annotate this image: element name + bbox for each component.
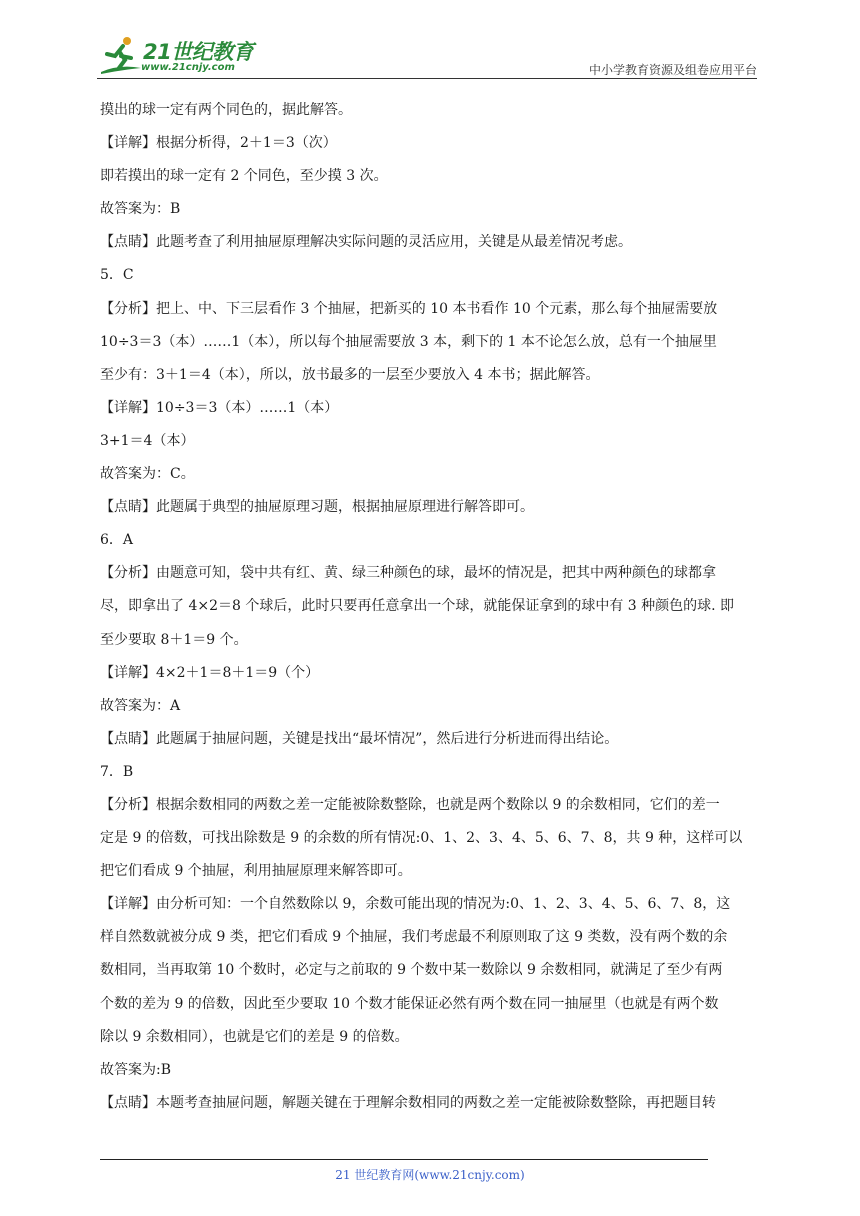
text-line: 至少有：3＋1＝4（本），所以，放书最多的一层至少要放入 4 本书；据此解答。 bbox=[100, 366, 600, 383]
runner-logo-icon bbox=[97, 34, 143, 78]
site-logo[interactable] bbox=[97, 34, 257, 78]
page-header bbox=[97, 28, 757, 80]
text-line: 个数的差为 9 的倍数，因此至少要取 10 个数才能保证必然有两个数在同一抽屉里（也就是有两个数 bbox=[100, 995, 719, 1012]
text-line: 故答案为：C。 bbox=[100, 466, 195, 483]
text-line: 尽，即拿出了 4×2＝8 个球后，此时只要再任意拿出一个球，就能保证拿到的球中有 3 种颜色的球. 即 bbox=[100, 598, 735, 615]
footer-divider bbox=[100, 1159, 708, 1160]
document-body bbox=[100, 94, 760, 1120]
text-line: 【点睛】此题属于抽屉问题，关键是找出“最坏情况”，然后进行分析进而得出结论。 bbox=[100, 730, 619, 747]
text-line: 3+1＝4（本） bbox=[100, 432, 195, 449]
text-line: 故答案为：A bbox=[100, 697, 181, 714]
text-line: 【点睛】此题考查了利用抽屉原理解决实际问题的灵活应用，关键是从最差情况考虑。 bbox=[100, 234, 632, 251]
text-line: 定是 9 的倍数，可找出除数是 9 的余数的所有情况:0、1、2、3、4、5、6、7、8，共 9 种，这样可以 bbox=[100, 830, 743, 847]
text-line: 【分析】根据余数相同的两数之差一定能被除数整除，也就是两个数除以 9 的余数相同，它们的差一 bbox=[100, 796, 720, 813]
text-line: 【点睛】本题考查抽屉问题，解题关键在于理解余数相同的两数之差一定能被除数整除，再把题目转 bbox=[100, 1094, 716, 1111]
text-line: 【详解】4×2＋1＝8＋1＝9（个） bbox=[100, 664, 320, 681]
text-line: 【分析】由题意可知，袋中共有红、黄、绿三种颜色的球，最坏的情况是，把其中两种颜色的球都拿 bbox=[100, 565, 716, 582]
text-line: 【详解】根据分析得，2＋1＝3（次） bbox=[100, 135, 337, 152]
logo-url: www.21cnjy.com bbox=[141, 62, 235, 73]
text-line: 10÷3＝3（本）……1（本），所以每个抽屉需要放 3 本，剩下的 1 本不论怎么放，总有一个抽屉里 bbox=[100, 333, 717, 350]
text-line: 除以 9 余数相同），也就是它们的差是 9 的倍数。 bbox=[100, 1028, 409, 1045]
text-line: 把它们看成 9 个抽屉，利用抽屉原理来解答即可。 bbox=[100, 863, 412, 880]
text-line: 【详解】由分析可知：一个自然数除以 9，余数可能出现的情况为:0、1、2、3、4、5、6、7、8，这 bbox=[100, 896, 731, 913]
question-number: 7．B bbox=[100, 763, 134, 780]
logo-text: 21世纪教育 bbox=[143, 40, 254, 64]
question-number: 6．A bbox=[100, 532, 134, 549]
text-line: 【点睛】此题属于典型的抽屉原理习题，根据抽屉原理进行解答即可。 bbox=[100, 499, 534, 516]
text-line: 摸出的球一定有两个同色的，据此解答。 bbox=[100, 102, 352, 118]
text-line: 故答案为：B bbox=[100, 201, 181, 218]
text-line: 至少要取 8＋1＝9 个。 bbox=[100, 631, 248, 648]
text-line: 【详解】10÷3＝3（本）……1（本） bbox=[100, 399, 339, 416]
footer-link[interactable]: 21 世纪教育网(www.21cnjy.com) bbox=[335, 1168, 525, 1182]
text-line: 【分析】把上、中、下三层看作 3 个抽屉，把新买的 10 本书看作 10 个元素，那么每个抽屉需要放 bbox=[100, 300, 718, 317]
text-line: 故答案为:B bbox=[100, 1061, 172, 1078]
text-line: 样自然数就被分成 9 类，把它们看成 9 个抽屉，我们考虑最不利原则取了这 9 类数，没有两个数的余 bbox=[100, 929, 728, 946]
platform-name: 中小学教育资源及组卷应用平台 bbox=[588, 63, 757, 77]
question-number: 5．C bbox=[100, 267, 134, 284]
header-divider bbox=[97, 78, 757, 79]
text-line: 即若摸出的球一定有 2 个同色，至少摸 3 次。 bbox=[100, 168, 388, 185]
text-line: 数相同，当再取第 10 个数时，必定与之前取的 9 个数中某一数除以 9 余数相同，就满足了至少有两 bbox=[100, 962, 723, 979]
